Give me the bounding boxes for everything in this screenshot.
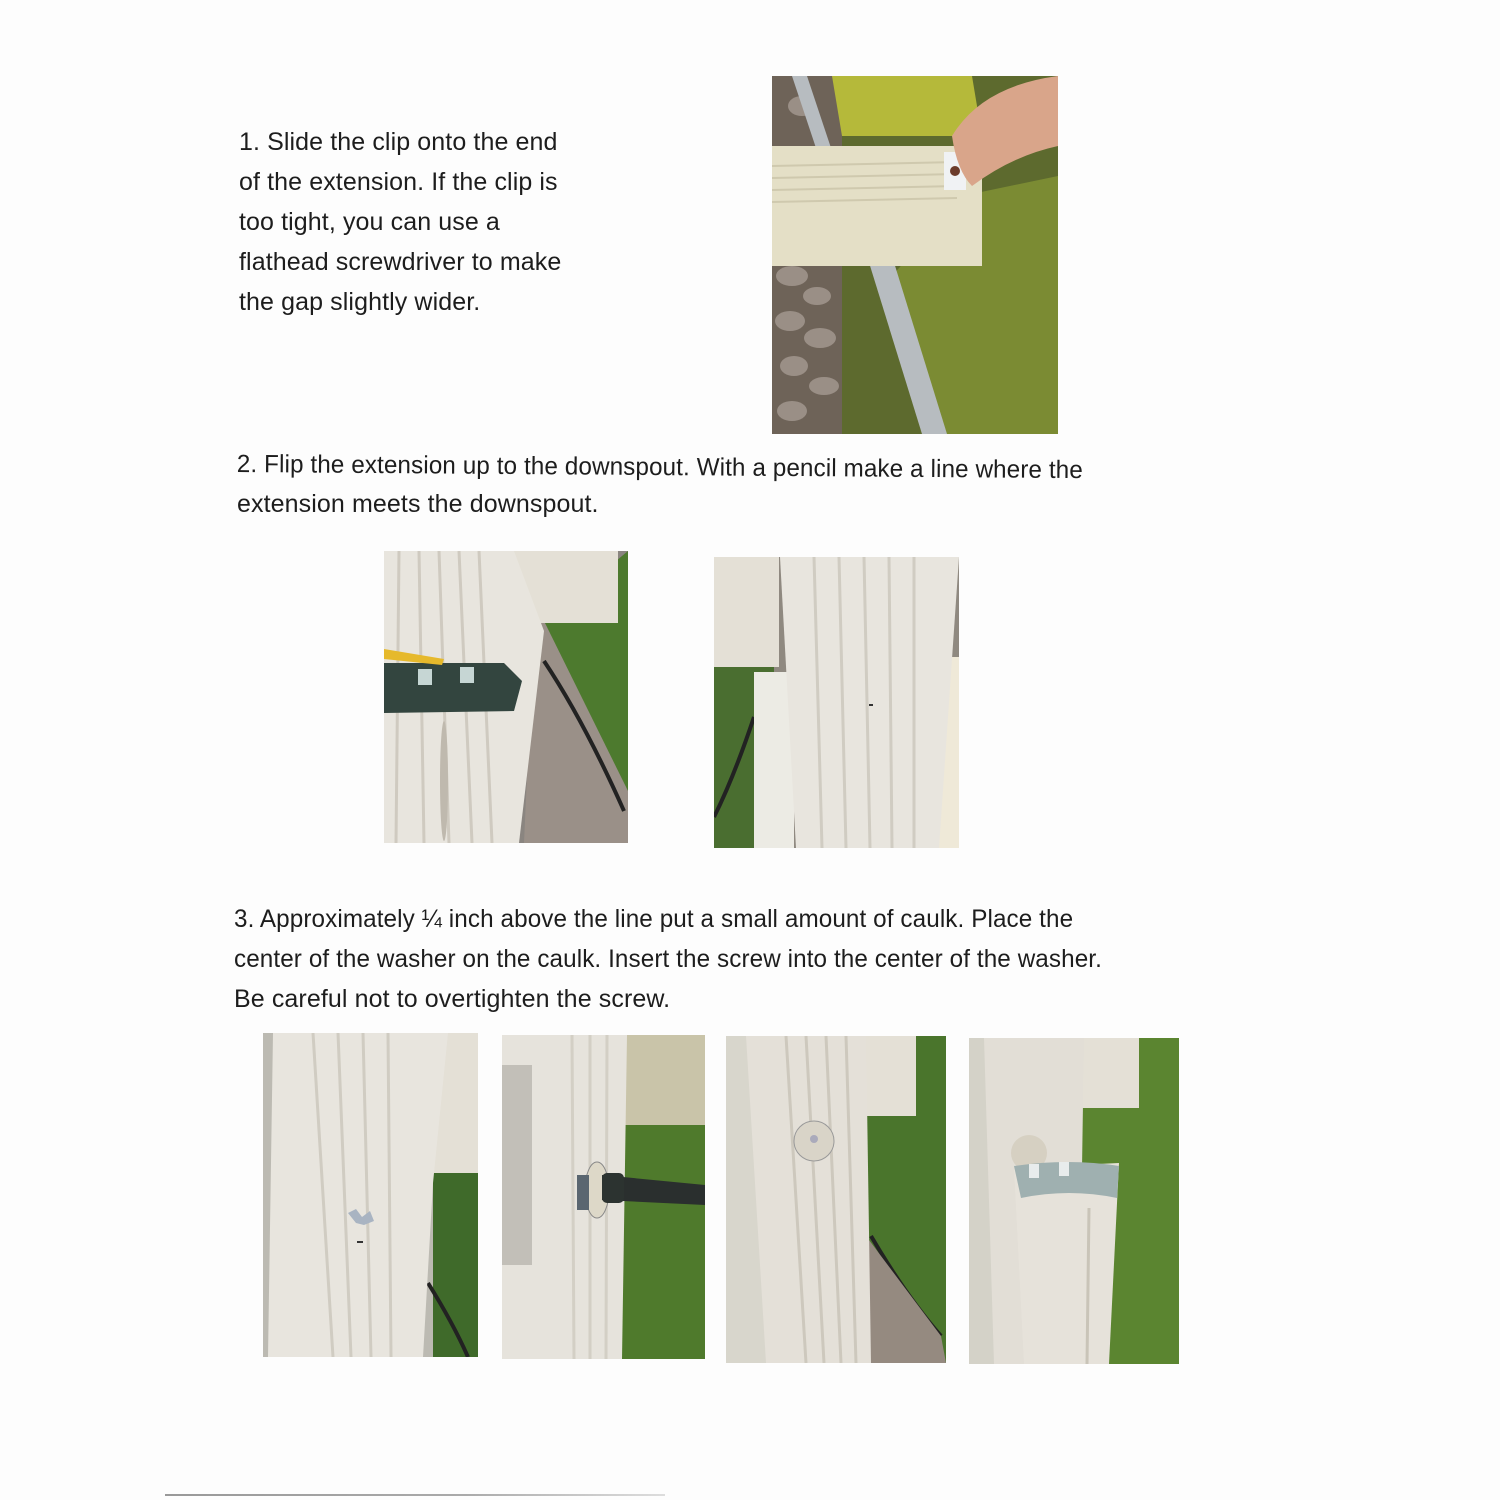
step-3-photo-1 [263,1033,478,1357]
step-3-photo-4 [969,1038,1179,1364]
page-bottom-rule [165,1494,665,1496]
step-3-line: 3. Approximately ¼ inch above the line put a small amount of caulk. Place the [234,905,1074,933]
step-3-photo-2 [502,1035,705,1359]
step-2-line: 2. Flip the extension up to the downspout. With a pencil make a line where the [236,449,1083,485]
step-3-line: Be careful not to overtighten the screw. [234,985,671,1013]
step-1-line: flathead screwdriver to make [239,248,562,276]
step-3-photo-3 [726,1036,946,1363]
step-2-line: extension meets the downspout. [237,490,599,518]
step-1-line: 1. Slide the clip onto the end [239,128,558,156]
step-3-line: center of the washer on the caulk. Insert the screw into the center of the washer. [234,945,1102,973]
step-1-line: too tight, you can use a [239,208,500,236]
step-2-photo-1 [384,551,628,843]
step-2-text [237,444,1109,524]
step-1-text [239,122,561,322]
step-2-photo-2 [714,557,959,848]
step-1-photo [772,76,1058,434]
step-1-line: of the extension. If the clip is [239,168,558,196]
step-1-line: the gap slightly wider. [239,288,481,316]
step-3-text [234,899,1129,1019]
